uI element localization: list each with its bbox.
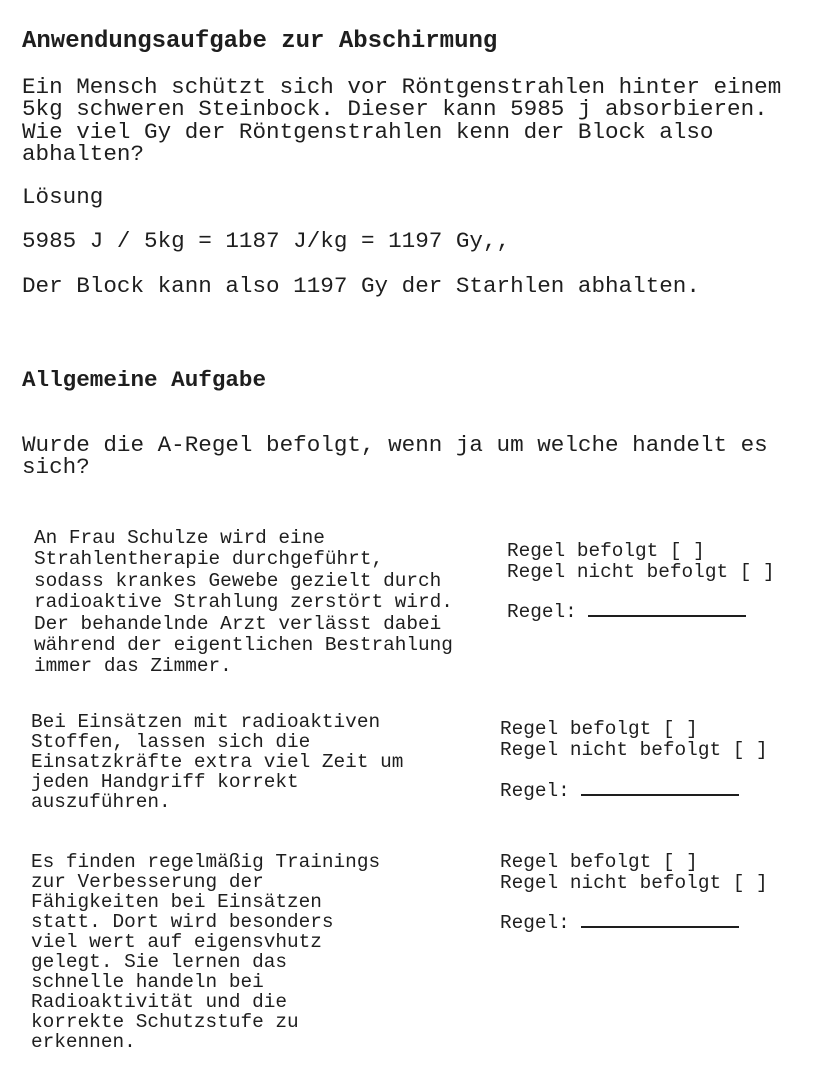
rule-blank-line[interactable] xyxy=(588,599,746,617)
rule-not-followed-checkbox[interactable]: [ ] xyxy=(739,560,775,583)
text-line: während der eigentlichen Bestrahlung xyxy=(34,634,453,657)
rule-not-followed-checkbox[interactable]: [ ] xyxy=(732,738,768,761)
text-line: sich? xyxy=(22,453,90,480)
scenario-1-rule-row xyxy=(507,599,775,623)
scenario-1-rule-not-followed-row xyxy=(507,562,775,583)
scenario-3-text xyxy=(31,852,380,1052)
scenario-1-answers xyxy=(507,541,775,623)
scenario-3-rule-row xyxy=(500,910,768,934)
text-line: Einsatzkräfte extra viel Zeit um xyxy=(31,751,404,773)
scenario-2-text xyxy=(31,712,403,812)
problem-statement xyxy=(22,76,781,166)
rule-blank-line[interactable] xyxy=(581,910,739,928)
scenario-1-rule-followed-row xyxy=(507,541,775,562)
scenario-3-rule-not-followed-row xyxy=(500,873,768,894)
text-line: 5kg schweren Steinbock. Dieser kann 5985 j absorbieren. xyxy=(22,96,768,123)
text-line: viel wert auf eigensvhutz xyxy=(31,931,322,953)
rule-followed-checkbox[interactable]: [ ] xyxy=(662,851,698,873)
text-line: Radioaktivität und die xyxy=(31,991,287,1013)
scenario-2-rule-followed-row xyxy=(500,719,768,740)
text-line: radioaktive Strahlung zerstört wird. xyxy=(34,591,453,614)
text-line: Der behandelnde Arzt verlässt dabei xyxy=(34,612,442,635)
rule-label: Regel: xyxy=(507,601,577,623)
section-title-allgemeine-aufgabe: Allgemeine Aufgabe xyxy=(22,367,267,393)
solution-conclusion: Der Block kann also 1197 Gy der Starhlen abhalten. xyxy=(22,273,700,299)
text-line: abhalten? xyxy=(22,141,145,168)
text-line: sodass krankes Gewebe gezielt durch xyxy=(34,569,442,592)
text-line: Strahlentherapie durchgeführt, xyxy=(34,548,384,571)
rule-followed-checkbox[interactable]: [ ] xyxy=(662,718,698,740)
text-line: Es finden regelmäßig Trainings xyxy=(31,851,381,873)
rule-blank-line[interactable] xyxy=(581,778,739,796)
rule-not-followed-checkbox[interactable]: [ ] xyxy=(732,871,768,894)
text-line: Wurde die A-Regel befolgt, wenn ja um welche handelt es xyxy=(22,432,768,458)
scenario-3-rule-followed-row xyxy=(500,852,768,873)
text-line: erkennen. xyxy=(31,1031,136,1053)
text-line: gelegt. Sie lernen das xyxy=(31,951,287,973)
text-line: An Frau Schulze wird eine xyxy=(34,527,325,549)
scenario-2-answers xyxy=(500,719,768,802)
rule-label: Regel: xyxy=(500,780,570,802)
scenario-2-rule-not-followed-row xyxy=(500,740,768,761)
rule-followed-label: Regel befolgt xyxy=(507,540,659,562)
text-line: Stoffen, lassen sich die xyxy=(31,731,311,753)
text-line: schnelle handeln bei xyxy=(31,971,264,993)
text-line: auszuführen. xyxy=(31,791,171,813)
rule-not-followed-label: Regel nicht befolgt xyxy=(500,738,722,761)
rule-followed-label: Regel befolgt xyxy=(500,718,652,740)
solution-label: Lösung xyxy=(22,184,104,210)
text-line: statt. Dort wird besonders xyxy=(31,911,334,933)
scenario-1-text xyxy=(34,528,453,678)
general-question xyxy=(22,432,768,480)
rule-followed-checkbox[interactable]: [ ] xyxy=(669,540,705,562)
rule-not-followed-label: Regel nicht befolgt xyxy=(500,871,722,894)
text-line: Ein Mensch schützt sich vor Röntgenstrahlen hinter einem xyxy=(22,74,782,100)
solution-equation: 5985 J / 5kg = 1187 J/kg = 1197 Gy,, xyxy=(22,228,511,254)
text-line: korrekte Schutzstufe zu xyxy=(31,1011,299,1033)
scenario-2-rule-row xyxy=(500,778,768,802)
text-line: immer das Zimmer. xyxy=(34,655,232,678)
text-line: Fähigkeiten bei Einsätzen xyxy=(31,891,322,913)
rule-followed-label: Regel befolgt xyxy=(500,851,652,873)
text-line: Wie viel Gy der Röntgenstrahlen kenn der Block also xyxy=(22,118,714,145)
text-line: Bei Einsätzen mit radioaktiven xyxy=(31,711,381,733)
scenario-3-answers xyxy=(500,852,768,934)
text-line: zur Verbesserung der xyxy=(31,871,264,893)
rule-not-followed-label: Regel nicht befolgt xyxy=(507,560,729,583)
text-line: jeden Handgriff korrekt xyxy=(31,771,299,793)
section-title-anwendungsaufgabe: Anwendungsaufgabe zur Abschirmung xyxy=(22,28,498,55)
rule-label: Regel: xyxy=(500,912,570,934)
